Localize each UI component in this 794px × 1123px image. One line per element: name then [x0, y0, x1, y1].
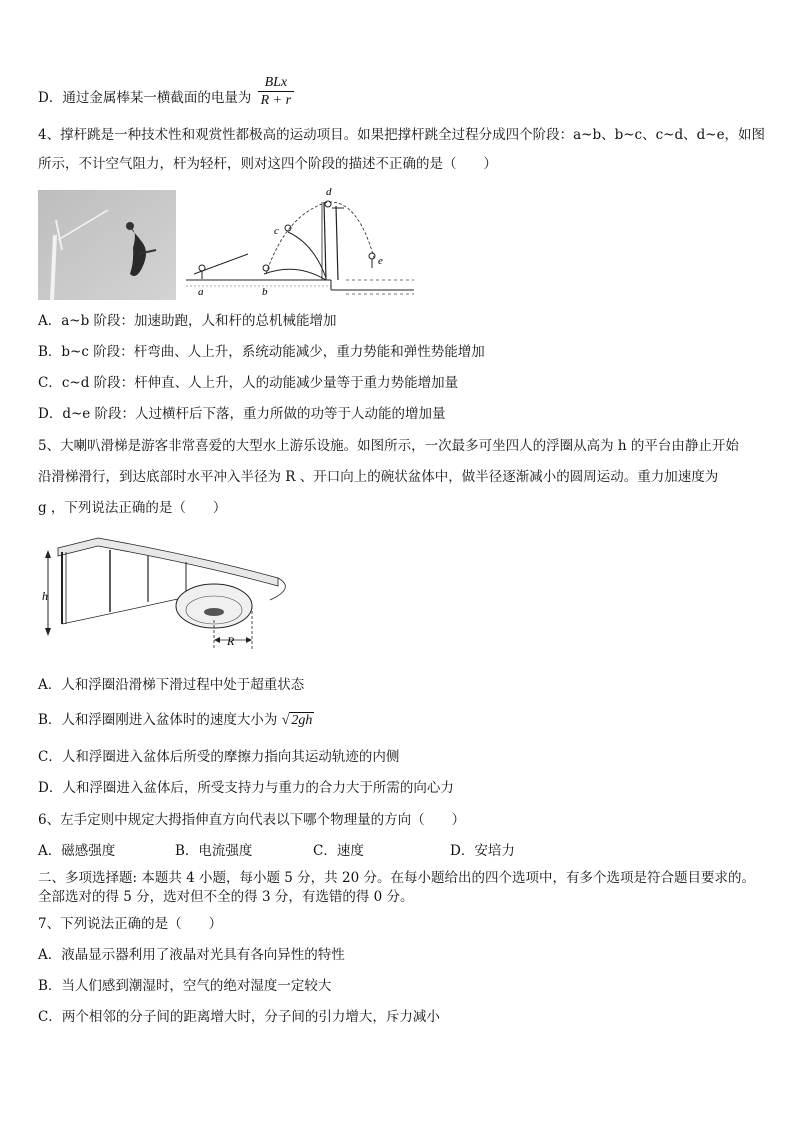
q4-stem-line2: 所示，不计空气阻力，杆为轻杆，则对这四个阶段的描述不正确的是（ ）	[38, 156, 497, 172]
q3-option-d-label: D．通过金属棒某一横截面的电量为	[38, 90, 252, 106]
section2-heading-line1: 二、多项选择题: 本题共 4 小题，每小题 5 分，共 20 分。在每小题给出的四个选项中，有多个选项是符合题目要求的。	[38, 870, 755, 886]
label-a: a	[198, 286, 204, 298]
q7-option-b: B．当人们感到潮湿时，空气的绝对湿度一定较大	[38, 978, 332, 994]
q6-option-c: C．速度	[313, 843, 364, 859]
sqrt-radicand: 2gh	[291, 712, 313, 728]
label-d: d	[326, 186, 332, 198]
water-slide-diagram	[38, 528, 328, 656]
charge-fraction	[258, 74, 294, 109]
fraction-numerator: BLx	[258, 74, 294, 92]
label-R: R	[227, 634, 235, 648]
q6-option-b: B．电流强度	[175, 843, 253, 859]
q7-stem: 7、下列说法正确的是（ ）	[38, 916, 223, 932]
q5-stem-line1: 5、大喇叭滑梯是游客非常喜爱的大型水上游乐设施。如图所示，一次最多可坐四人的浮圈从高为 h 的平台由静止开始	[38, 438, 739, 454]
label-h: h	[42, 589, 48, 603]
q5-stem-line3: g ，下列说法正确的是（ ）	[38, 500, 227, 516]
q6-stem: 6、左手定则中规定大拇指伸直方向代表以下哪个物理量的方向（ ）	[38, 812, 466, 828]
q4-option-d: D．d~e 阶段：人过横杆后下落，重力所做的功等于人动能的增加量	[38, 406, 446, 422]
section2-heading-line2: 全部选对的得 5 分，选对但不全的得 3 分，有选错的得 0 分。	[38, 889, 414, 905]
q5-option-d: D．人和浮圈进入盆体后，所受支持力与重力的合力大于所需的向心力	[38, 780, 454, 796]
q5-option-b-label: B．人和浮圈刚进入盆体时的速度大小为	[38, 712, 278, 728]
q4-stem-line1: 4、撑杆跳是一种技术性和观赏性都极高的运动项目。如果把撑杆跳全过程分成四个阶段：a~b、b~c、c~d、d~e，如图	[38, 127, 766, 143]
fraction-denominator: R + r	[260, 93, 292, 108]
label-e: e	[378, 255, 383, 267]
q6-option-a: A．磁感强度	[38, 843, 116, 859]
q5-option-c: C．人和浮圈进入盆体后所受的摩擦力指向其运动轨迹的内侧	[38, 749, 400, 765]
label-b: b	[262, 286, 268, 298]
q4-option-b: B．b~c 阶段：杆弯曲、人上升，系统动能减少，重力势能和弹性势能增加	[38, 344, 485, 360]
q7-option-c: C．两个相邻的分子间的距离增大时，分子间的引力增大，斥力减小	[38, 1009, 440, 1025]
q6-option-d: D．安培力	[450, 843, 515, 859]
q5-option-b	[38, 711, 314, 730]
sqrt-expression: √ 2gh	[281, 712, 313, 728]
pole-vault-diagram	[186, 184, 418, 300]
q4-option-a: A．a~b 阶段：加速助跑，人和杆的总机械能增加	[38, 313, 337, 329]
q3-option-d	[38, 75, 294, 109]
q5-stem-line2: 沿滑梯滑行，到达底部时水平冲入半径为 R 、开口向上的碗状盆体中，做半径逐渐减小的圆周运动。重力加速度为	[38, 469, 719, 485]
label-c: c	[274, 225, 279, 237]
q7-option-a: A．液晶显示器利用了液晶对光具有各向异性的特性	[38, 947, 345, 963]
pole-vault-photo	[38, 190, 176, 300]
q4-option-c: C．c~d 阶段：杆伸直、人上升，人的动能减少量等于重力势能增加量	[38, 375, 459, 391]
q5-option-a: A．人和浮圈沿滑梯下滑过程中处于超重状态	[38, 677, 305, 693]
